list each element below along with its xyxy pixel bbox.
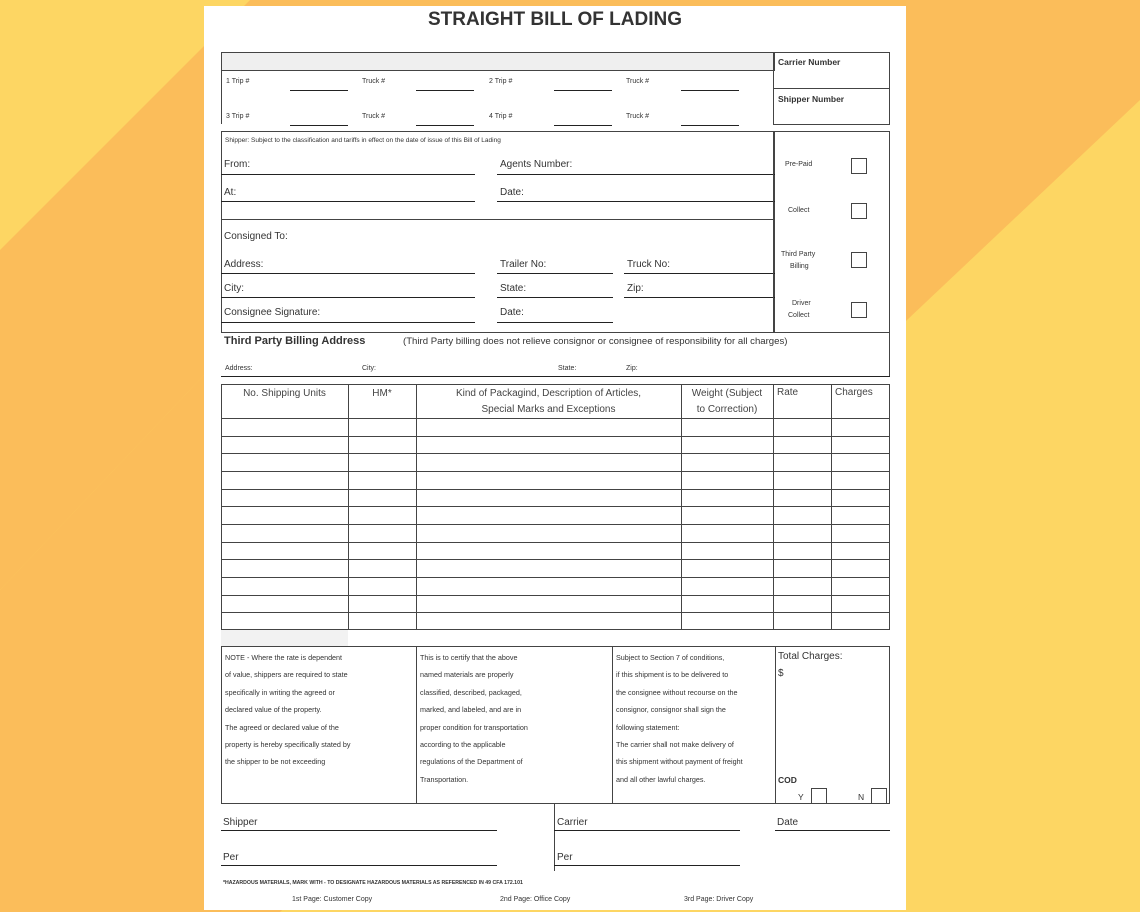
- trip4-field[interactable]: [554, 125, 612, 126]
- trip2-label: 2 Trip #: [489, 78, 513, 85]
- cod-no-checkbox[interactable]: [871, 788, 887, 804]
- shipper-section: [221, 131, 775, 333]
- table-row[interactable]: [221, 595, 890, 596]
- at-label: At:: [224, 187, 237, 198]
- tp-state-label: State:: [558, 365, 577, 372]
- col-rate-header: Rate: [777, 387, 799, 398]
- city-label: City:: [224, 283, 244, 294]
- total-charges-label: Total Charges:: [778, 651, 843, 662]
- address-label: Address:: [224, 259, 264, 270]
- truck1-label: Truck #: [362, 78, 386, 85]
- table-row[interactable]: [221, 453, 890, 454]
- from-field[interactable]: [221, 174, 475, 175]
- consignee-signature-label: Consignee Signature:: [224, 307, 321, 318]
- truck-no-label: Truck No:: [627, 259, 670, 270]
- trip3-label: 3 Trip #: [226, 113, 250, 120]
- trailer-no-label: Trailer No:: [500, 259, 547, 270]
- hazmat-footnote: *HAZARDOUS MATERIALS, MARK WITH - TO DESIGNATE HAZARDOUS MATERIALS AS REFERENCED IN 49 CFA 172.101: [223, 880, 523, 886]
- trip3-field[interactable]: [290, 125, 348, 126]
- shipper-per-field[interactable]: [221, 865, 497, 866]
- truck3-label: Truck #: [362, 113, 386, 120]
- zip-field[interactable]: [624, 297, 775, 298]
- agents-number-field[interactable]: [497, 174, 775, 175]
- note-certification: This is to certify that the above named materials are properly classified, described, packaged, marked, and labeled, and are in proper condition for transportation according to the applicable regulations of the Department of Transportation.: [420, 653, 528, 784]
- table-row[interactable]: [221, 436, 890, 437]
- table-footer-shade: [221, 630, 348, 646]
- driver-collect-checkbox[interactable]: [851, 302, 867, 318]
- table-row[interactable]: [221, 489, 890, 490]
- collect-label: Collect: [788, 207, 810, 214]
- table-row[interactable]: [221, 542, 890, 543]
- tp-address-label: Address:: [225, 365, 253, 372]
- date-field[interactable]: [497, 201, 775, 202]
- cod-yes-checkbox[interactable]: [811, 788, 827, 804]
- at-field[interactable]: [221, 201, 475, 202]
- trip2-field[interactable]: [554, 90, 612, 91]
- from-label: From:: [224, 159, 251, 170]
- copy-office: 2nd Page: Office Copy: [500, 896, 571, 903]
- tp-address-line[interactable]: [221, 376, 890, 377]
- consignee-signature-field[interactable]: [221, 322, 475, 323]
- signature-date-field[interactable]: [775, 830, 890, 831]
- truck3-field[interactable]: [416, 125, 474, 126]
- carrier-signature-label: Carrier: [557, 817, 588, 828]
- carrier-per-field[interactable]: [554, 865, 740, 866]
- cod-no-label: N: [858, 792, 865, 802]
- third-party-label-2: Billing: [790, 263, 809, 270]
- zip-label: Zip:: [627, 283, 644, 294]
- tp-city-label: City:: [362, 365, 376, 372]
- date2-field[interactable]: [497, 322, 613, 323]
- third-party-heading: Third Party Billing Address: [224, 335, 366, 347]
- carrier-per-label: Per: [557, 852, 573, 863]
- table-row[interactable]: [221, 559, 890, 560]
- carrier-signature-field[interactable]: [554, 830, 740, 831]
- state-label: State:: [500, 283, 527, 294]
- bill-of-lading-form: [204, 6, 906, 910]
- signature-date-label: Date: [777, 817, 799, 828]
- trip1-field[interactable]: [290, 90, 348, 91]
- col-desc-header-1: Kind of Packagind, Description of Articles,: [455, 388, 642, 399]
- col-hm-header: HM*: [372, 388, 392, 399]
- total-charges-dollar: $: [778, 668, 784, 679]
- state-field[interactable]: [497, 297, 613, 298]
- third-party-checkbox[interactable]: [851, 252, 867, 268]
- truck4-label: Truck #: [626, 113, 650, 120]
- copy-customer: 1st Page: Customer Copy: [292, 896, 373, 903]
- col-charges-header: Charges: [835, 387, 873, 398]
- header-bar: [221, 52, 775, 71]
- cod-yes-label: Y: [798, 792, 804, 802]
- truck1-field[interactable]: [416, 90, 474, 91]
- prepaid-checkbox[interactable]: [851, 158, 867, 174]
- consigned-to-label: Consigned To:: [224, 231, 288, 242]
- table-row[interactable]: [221, 524, 890, 525]
- driver-collect-label-2: Collect: [788, 312, 810, 319]
- truck-no-field[interactable]: [624, 273, 775, 274]
- shipper-signature-field[interactable]: [221, 830, 497, 831]
- table-row[interactable]: [221, 506, 890, 507]
- third-party-label-1: Third Party: [781, 251, 816, 258]
- trip4-label: 4 Trip #: [489, 113, 513, 120]
- tp-zip-label: Zip:: [626, 365, 638, 372]
- truck2-label: Truck #: [626, 78, 650, 85]
- city-field[interactable]: [221, 297, 475, 298]
- cod-label: COD: [778, 775, 797, 785]
- date2-label: Date:: [500, 307, 524, 318]
- address-field[interactable]: [221, 273, 475, 274]
- table-row[interactable]: [221, 471, 890, 472]
- agents-number-label: Agents Number:: [500, 159, 573, 170]
- prepaid-label: Pre-Paid: [785, 161, 813, 168]
- carrier-number-label: Carrier Number: [778, 57, 841, 67]
- shipper-notice: Shipper: Subject to the classification and tariffs in effect on the date of issue of this Bill of Lading: [225, 137, 501, 144]
- driver-collect-label-1: Driver: [792, 300, 811, 307]
- collect-checkbox[interactable]: [851, 203, 867, 219]
- truck4-field[interactable]: [681, 125, 739, 126]
- page-title: STRAIGHT BILL OF LADING: [427, 9, 683, 30]
- note-declared-value: NOTE - Where the rate is dependent of value, shippers are required to state specifically in writing the agreed or declared value of the property. The agreed or declared value of the property is hereby specifically stated by the shipper to be not exceeding: [225, 653, 351, 767]
- col-weight-header-2: to Correction): [696, 404, 758, 415]
- truck2-field[interactable]: [681, 90, 739, 91]
- copy-driver: 3rd Page: Driver Copy: [684, 896, 754, 903]
- col-units-header: No. Shipping Units: [243, 388, 326, 399]
- table-row[interactable]: [221, 577, 890, 578]
- shipper-per-label: Per: [223, 852, 239, 863]
- third-party-note: (Third Party billing does not relieve consignor or consignee of responsibility for all charges): [403, 336, 788, 347]
- note-section-7: Subject to Section 7 of conditions, if this shipment is to be delivered to the consignee without recourse on the consignor, consignor shall sign the following statement: The carrier shall not make delivery of this shipment without payment of freight and all other lawful charges.: [616, 653, 743, 784]
- trip1-label: 1 Trip #: [226, 78, 250, 85]
- shipper-number-label: Shipper Number: [778, 94, 845, 104]
- col-desc-header-2: Special Marks and Exceptions: [481, 404, 616, 415]
- col-weight-header-1: Weight (Subject: [691, 388, 763, 399]
- date-label: Date:: [500, 187, 524, 198]
- trailer-no-field[interactable]: [497, 273, 613, 274]
- shipper-signature-label: Shipper: [223, 817, 258, 828]
- table-row[interactable]: [221, 612, 890, 613]
